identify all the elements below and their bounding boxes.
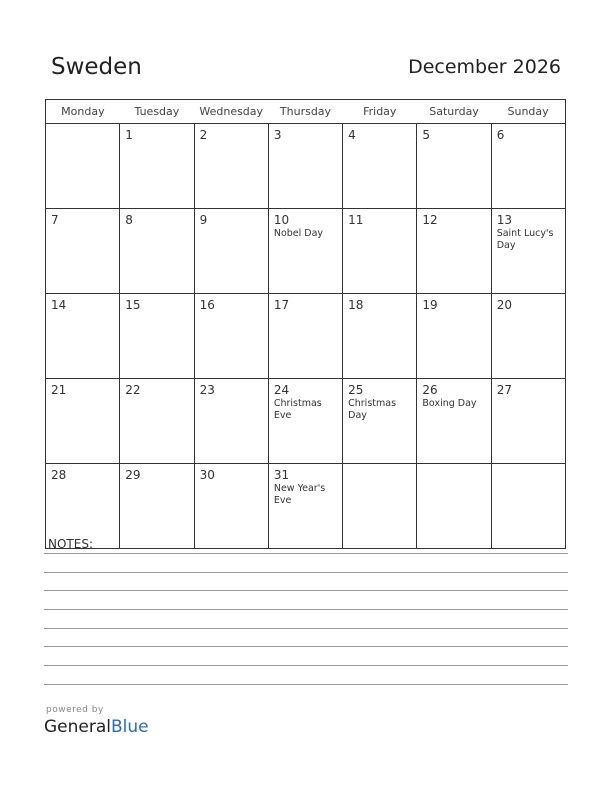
week-row [46, 464, 566, 549]
day-number: 27 [496, 383, 512, 397]
day-number: 19 [422, 298, 438, 312]
day-cell [343, 124, 417, 209]
day-cell [417, 379, 491, 464]
day-cell [343, 379, 417, 464]
day-cell [46, 124, 120, 209]
note-line [44, 572, 568, 573]
day-number: 16 [199, 298, 215, 312]
day-cell [120, 464, 194, 549]
day-number: 26 [422, 383, 438, 397]
day-cell [343, 209, 417, 294]
day-cell [194, 379, 268, 464]
day-number: 2 [199, 128, 208, 142]
day-number: 1 [125, 128, 133, 142]
brand-general: General [44, 717, 111, 737]
week-row [46, 124, 566, 209]
day-cell [417, 464, 491, 549]
week-row [46, 209, 566, 294]
holiday-label: Nobel Day [273, 228, 324, 239]
day-number: 21 [51, 383, 67, 397]
weekday-header: Monday [46, 100, 120, 124]
weekday-header: Wednesday [194, 100, 268, 124]
day-cell [268, 464, 342, 549]
day-cell [194, 209, 268, 294]
day-number: 30 [199, 468, 215, 482]
day-number: 4 [348, 128, 356, 142]
week-row [46, 294, 566, 379]
day-cell [194, 464, 268, 549]
day-number: 25 [348, 383, 364, 397]
weekday-header: Saturday [417, 100, 491, 124]
day-number: 5 [422, 128, 431, 142]
day-number: 6 [496, 128, 505, 142]
note-line [44, 609, 568, 610]
note-line [44, 628, 568, 629]
day-cell [491, 294, 565, 379]
day-number: 20 [496, 298, 512, 312]
day-cell [46, 294, 120, 379]
holiday-label: Saint Lucy's Day [496, 228, 554, 251]
note-line [44, 665, 568, 666]
day-cell [491, 209, 565, 294]
week-row [46, 379, 566, 464]
day-cell [417, 124, 491, 209]
weekday-header: Friday [343, 100, 417, 124]
holiday-label: Christmas Eve [273, 398, 322, 421]
calendar-grid [45, 99, 566, 549]
day-number: 29 [125, 468, 141, 482]
brand-logo[interactable] [44, 717, 149, 737]
day-cell [194, 124, 268, 209]
month-year-title: December 2026 [408, 56, 561, 78]
weekday-header: Thursday [268, 100, 342, 124]
day-cell [268, 294, 342, 379]
day-cell [343, 464, 417, 549]
notes-label: NOTES: [48, 537, 93, 551]
holiday-label: Boxing Day [422, 398, 477, 409]
day-cell [491, 379, 565, 464]
day-number: 8 [125, 213, 133, 227]
day-number: 24 [273, 383, 290, 397]
day-cell [343, 294, 417, 379]
note-line [44, 553, 568, 554]
day-cell [491, 464, 565, 549]
day-cell [268, 124, 342, 209]
day-number: 10 [273, 213, 290, 227]
day-cell [46, 209, 120, 294]
day-number: 11 [348, 213, 364, 227]
day-number: 14 [51, 298, 67, 312]
weekday-header: Sunday [491, 100, 565, 124]
day-number: 9 [199, 213, 208, 227]
day-cell [120, 379, 194, 464]
day-number: 15 [125, 298, 141, 312]
day-cell [120, 209, 194, 294]
day-number: 22 [125, 383, 141, 397]
day-number: 28 [51, 468, 67, 482]
day-cell [120, 294, 194, 379]
day-number: 7 [51, 213, 59, 227]
day-cell [194, 294, 268, 379]
day-number: 18 [348, 298, 364, 312]
note-line [44, 590, 568, 591]
day-cell [268, 209, 342, 294]
country-title: Sweden [51, 54, 142, 80]
holiday-label: New Year's Eve [273, 483, 326, 506]
note-line [44, 646, 568, 647]
day-cell [417, 294, 491, 379]
day-cell [491, 124, 565, 209]
powered-by-text: powered by [46, 705, 104, 715]
day-number: 23 [199, 383, 215, 397]
weekday-header-row [46, 100, 566, 124]
day-cell [46, 379, 120, 464]
brand-blue: Blue [111, 717, 149, 737]
day-number: 31 [273, 468, 290, 482]
day-number: 12 [422, 213, 438, 227]
day-cell [417, 209, 491, 294]
note-line [44, 684, 568, 685]
day-number: 17 [273, 298, 290, 312]
day-number: 3 [273, 128, 282, 142]
day-cell [120, 124, 194, 209]
day-number: 13 [496, 213, 512, 227]
holiday-label: Christmas Day [348, 398, 397, 421]
day-cell [268, 379, 342, 464]
day-cell [46, 464, 120, 549]
weekday-header: Tuesday [120, 100, 194, 124]
